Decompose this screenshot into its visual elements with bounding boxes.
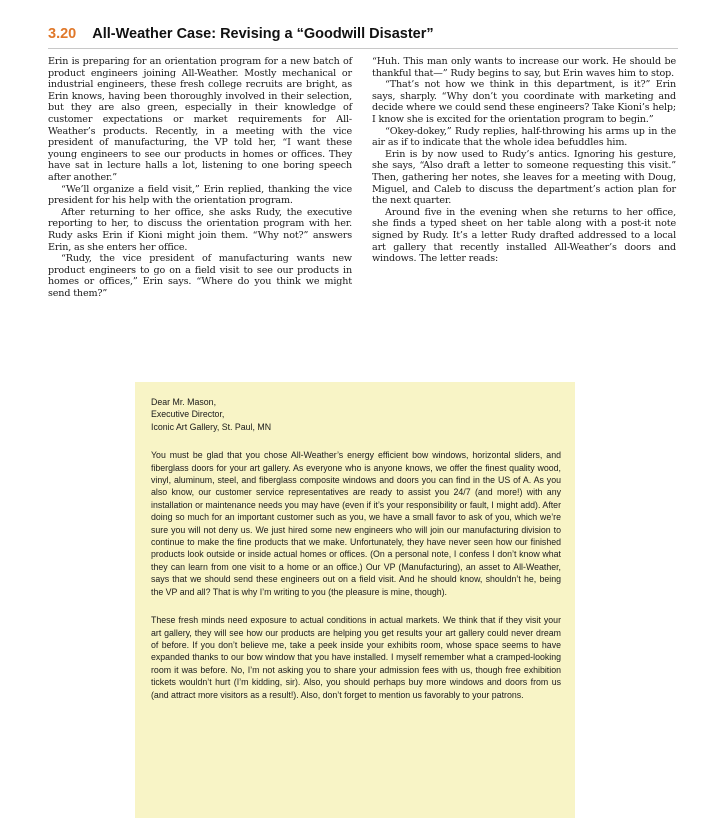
paragraph: “That’s not how we think in this department, is it?” Erin says, sharply. “Why don’t you coordinate with marketing and decide where we could send these engineers? Take Kioni’s help; I know she is excited for the orientation program to begin.”	[372, 79, 676, 125]
paragraph: “Rudy, the vice president of manufacturing wants new product engineers to go on a field visit to see our products in homes or offices,” Erin says. “Where do you think we might send them?”	[48, 253, 352, 299]
paragraph: “We’ll organize a field visit,” Erin replied, thanking the vice president for his help with the orientation program.	[48, 183, 352, 207]
paragraph: “Okey-dokey,” Rudy replies, half-throwing his arms up in the air as if to indicate that the whole idea befuddles him.	[372, 125, 676, 149]
header-divider	[48, 48, 678, 49]
letter-recipient-title: Executive Director,	[151, 409, 225, 420]
left-column	[48, 56, 352, 299]
section-header	[48, 26, 688, 42]
paragraph: After returning to her office, she asks Rudy, the executive reporting to her, to discuss the orientation program with her. Rudy asks Erin if Kioni might join them. “Why not?” answers Erin, as she enters her office.	[48, 206, 352, 253]
letter-recipient-organization: Iconic Art Gallery, St. Paul, MN	[151, 421, 272, 432]
paragraph: Erin is preparing for an orientation program for a new batch of product engineers joining All-Weather. Mostly mechanical or industrial engineers, these fresh college recruits are bright, as Erin knows, having been thoroughly involved in their selection, but they are also green, especially in their knowledge of customer expectations or market requirements for All-Weather’s products. Recently, in a meeting with the vice president of manufacturing, the VP told her, “I want these young engineers to see our products in homes or offices. They have sat in lecture halls a lot, listening to one boring speech after another.”	[48, 56, 352, 183]
paragraph: Around five in the evening when she returns to her office, she finds a typed sheet on her table along with a post-it note signed by Rudy. It’s a letter Rudy drafted addressed to a local art gallery that recently installed All-Weather’s doors and windows. The letter reads:	[372, 206, 676, 265]
section-number: 3.20	[48, 26, 77, 42]
paragraph: Erin is by now used to Rudy’s antics. Ignoring his gesture, she says, “Also draft a letter to someone requesting this visit.” Then, gathering her notes, she leaves for a meeting with Doug, Miguel, and Caleb to discuss the department’s action plan for the next quarter.	[372, 148, 676, 207]
letter-paragraph: These fresh minds need exposure to actual conditions in actual markets. We think that if they visit your art gallery, they will see how our products are helping you get results your art gallery could never dream of before. If you don’t believe me, take a peek inside your exhibits room, whose space seems to have expanded thanks to our bow window that you have installed. I myself remember what a cramped-looking room it was before. No, I’m not asking you to share your admission fees with us, though free exhibition tickets wouldn’t hurt (I’m kidding, sir). Also, you should perhaps buy more windows and doors from us (and attract more visitors as a result!). Also, don’t forget to mention us favorably to your patrons.	[151, 615, 561, 700]
right-column	[372, 56, 676, 299]
draft-letter	[135, 382, 575, 818]
letter-salutation: Dear Mr. Mason,	[151, 397, 217, 407]
paragraph: “Huh. This man only wants to increase our work. He should be thankful that—” Rudy begins to say, but Erin waves him to stop.	[372, 56, 676, 79]
section-title: All-Weather Case: Revising a “Goodwill Disaster”	[92, 26, 434, 42]
letter-address-block	[151, 396, 561, 433]
letter-paragraph: You must be glad that you chose All-Weather’s energy efficient bow windows, horizontal sliders, and fiberglass doors for your art gallery. As everyone who is anyone knows, we offer the finest quality wood, vinyl, aluminum, steel, and fiberglass composite windows and doors you can find in the US of A. As you also know, our customer service representatives are ready to assist you 24/7 (and more!) with any installation or maintenance needs you may have (even if it’s your responsibility or fault, I might add). After doing so much for an important customer such as you, we have a small favor to ask of you, which we’re sure you will not deny us. We just hired some new engineers who will join our manufacturing division to continue to make the fine products that we make. Unfortunately, they have never seen how our finished products look outside or inside actual homes or offices. (On a personal note, I confess I don’t know what they can learn from one visit to a home or an office.) Our VP (Manufacturing), an asset to All-Weather, says that we should send these engineers out on a field visit. And he should know, shouldn’t he, being the VP and all? That is why I’m writing to you (the pleasure is mine, though).	[151, 450, 561, 597]
case-body	[48, 56, 676, 299]
